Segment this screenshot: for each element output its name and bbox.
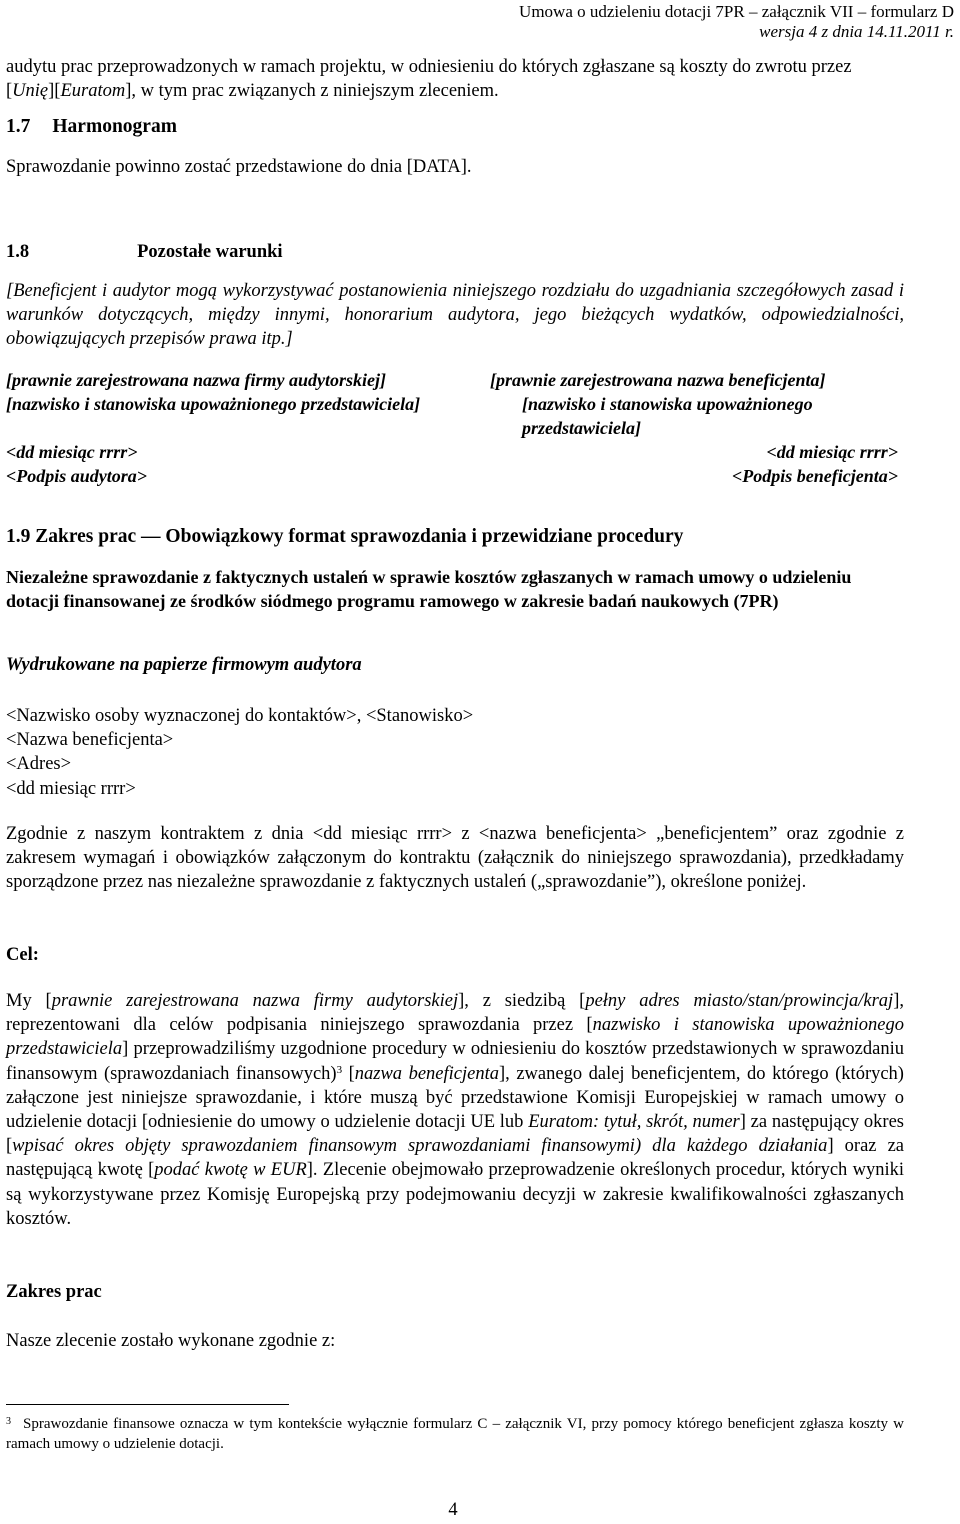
auditor-signature-line: <Podpis audytora> (6, 466, 148, 486)
contract-paragraph: Zgodnie z naszym kontraktem z dnia <dd miesiąc rrrr> z <nazwa beneficjenta> „beneficjentem” oraz zgodnie z zakresem wymagań i obowiązków załączonym do kontraktu (załącznik do niniejszego sprawozdania), przedkładamy sporządzone przez nas niezależne sprawozdanie z faktycznych ustaleń („sprawozdanie”), określone poniżej. (6, 824, 904, 893)
section-1-9-heading: 1.9 Zakres prac — Obowiązkowy format sprawozdania i przewidziane procedury (6, 526, 684, 547)
header-version: wersja 4 z dnia 14.11.2011 r. (759, 22, 954, 41)
zakres-body: Nasze zlecenie zostało wykonane zgodnie z: (6, 1331, 336, 1351)
address-date: <dd miesiąc rrrr> (6, 778, 136, 799)
report-title: Niezależne sprawozdanie z faktycznych ustaleń w sprawie kosztów zgłaszanych w ramach umowy o udzieleniu dotacji finansowanej ze środków siódmego programu ramowego w zakresie badań naukowych (7PR) (6, 567, 852, 611)
footnote-separator (6, 1404, 289, 1405)
footnote-mark: 3 (6, 1416, 11, 1427)
cel-heading: Cel: (6, 945, 39, 965)
beneficiary-representative-2: przedstawiciela] (522, 418, 641, 438)
page-number: 4 (448, 1500, 458, 1520)
address-beneficiary: <Nazwa beneficjenta> (6, 730, 174, 751)
beneficiary-representative-1: [nazwisko i stanowiska upoważnionego (522, 394, 813, 414)
auditor-representative: [nazwisko i stanowiska upoważnionego przedstawiciela] (6, 394, 421, 414)
footnote (6, 1414, 904, 1454)
cel-paragraph: My [prawnie zarejestrowana nazwa firmy audytorskiej], z siedzibą [pełny adres miasto/stan/prowincja/kraj], reprezentowani dla celów podpisania niniejszego sprawozdania przez [nazwisko i stanowiska upoważnionego przedstawiciela] przeprowadziliśmy uzgodnione procedury w odniesieniu do kosztów przedstawionych w sprawozdaniu finansowym (sprawozdaniach finansowych)$^3$ [nazwa beneficjenta], zwanego dalej beneficjentem, do którego (których) załączone jest niniejsze sprawozdanie, i które muszą być przedstawione Komisji Europejskiej w ramach umowy o udzielenie dotacji [odniesienie do umowy o udzielenie dotacji UE lub Euratom: tytuł, skrót, numer] za następujący okres [wpisać okres objęty sprawozdaniem finansowym sprawozdaniami finansowymi) dla każdego działania] oraz za następującą kwotę [podać kwotę w EUR]. Zlecenie obejmowało przeprowadzenie określonych procedur, których wyniki są wykorzystywane przez Komisję Europejską przy podejmowaniu decyzji w zakresie kwalifikowalności zgłaszanych kosztów. (6, 991, 904, 1229)
zakres-heading: Zakres prac (6, 1282, 102, 1302)
section-1-8-heading: 1.8 Pozostałe warunki (6, 242, 283, 262)
section-1-7-heading: 1.7 Harmonogram (6, 116, 177, 137)
letterhead-note: Wydrukowane na papierze firmowym audytora (6, 655, 362, 675)
section-1-7-body: Sprawozdanie powinno zostać przedstawione do dnia [DATA]. (6, 157, 472, 177)
beneficiary-name: [prawnie zarejestrowana nazwa beneficjenta] (490, 370, 826, 390)
address-line: <Adres> (6, 754, 72, 775)
beneficiary-signature-line: <Podpis beneficjenta> (732, 466, 898, 486)
page-header (519, 2, 954, 42)
header-title: Umowa o udzieleniu dotacji 7PR – załącznik VII – formularz D (519, 2, 954, 21)
auditor-date: <dd miesiąc rrrr> (6, 442, 138, 462)
auditor-company-name: [prawnie zarejestrowana nazwa firmy audytorskiej] (6, 370, 387, 390)
section-1-8-body: [Beneficjent i audytor mogą wykorzystywać postanowienia niniejszego rozdziału do uzgadniania szczegółowych zasad i warunków dotyczących, między innymi, honorarium audytora, jego bieżących wydatków, odpowiedzialności, obowiązujących przepisów prawa itp.] (6, 281, 904, 350)
address-contact: <Nazwisko osoby wyznaczonej do kontaktów>, <Stanowisko> (6, 706, 474, 726)
beneficiary-date: <dd miesiąc rrrr> (766, 442, 898, 462)
address-block (6, 704, 904, 801)
signature-beneficiary (490, 368, 898, 488)
intro-paragraph: audytu prac przeprowadzonych w ramach projektu, w odniesieniu do których zgłaszane są koszty do zwrotu przez [Unię][Euratom], w tym prac związanych z niniejszym zleceniem. (6, 57, 852, 102)
signature-auditor (6, 368, 486, 488)
footnote-text: Sprawozdanie finansowe oznacza w tym kontekście wyłącznie formularz C – załącznik VI, przy pomocy którego beneficjent zgłasza koszty w ramach umowy o udzielenie dotacji. (6, 1416, 904, 1452)
footnote-reference: 3 (336, 1063, 343, 1076)
